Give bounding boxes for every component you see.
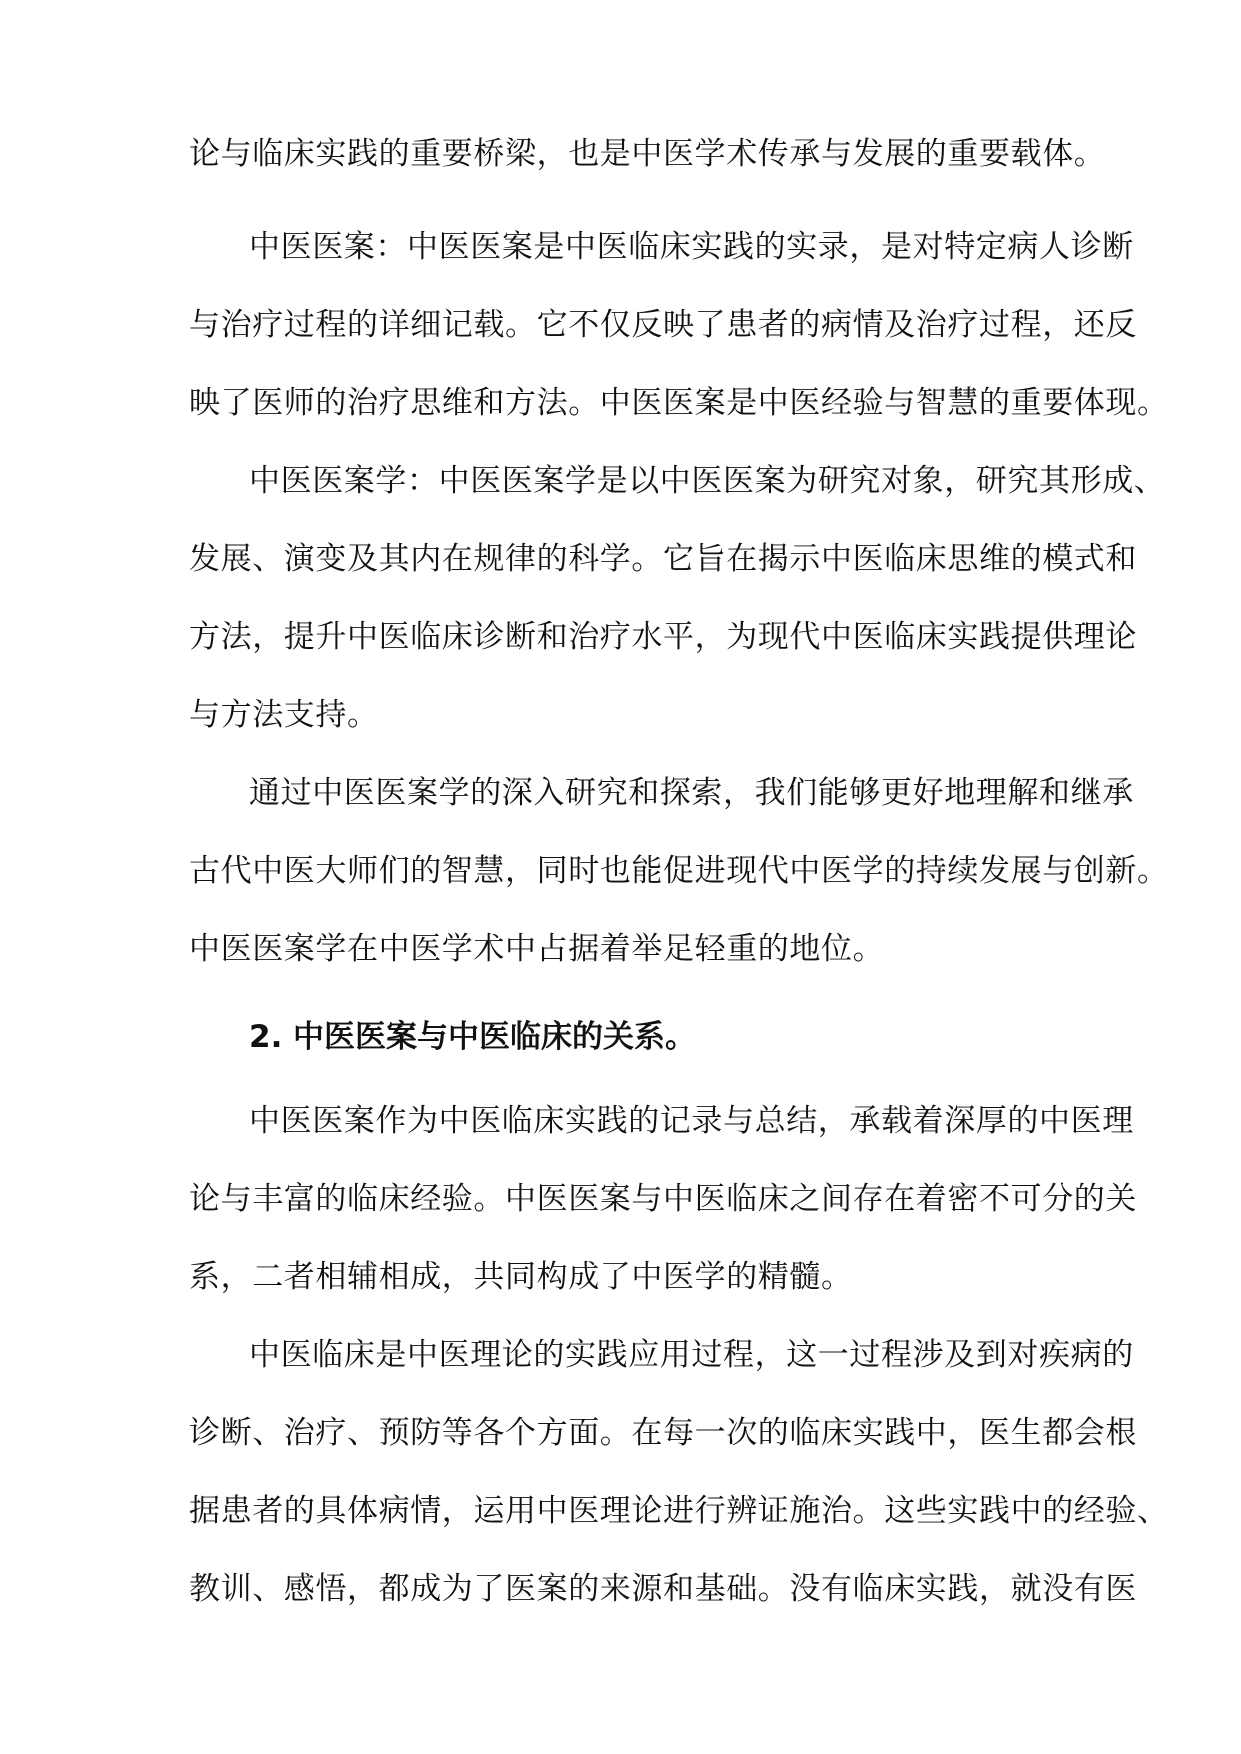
section-heading-text: 中医医案与中医临床的关系。 <box>293 1019 696 1055</box>
paragraph-line: 据患者的具体病情，运用中医理论进行辨证施治。这些实践中的经验、 <box>189 1493 1169 1529</box>
paragraph-line: 中医医案学在中医学术中占据着举足轻重的地位。 <box>189 931 885 967</box>
section-heading <box>249 1012 1069 1062</box>
paragraph-line: 古代中医大师们的智慧，同时也能促进现代中医学的持续发展与创新。 <box>189 853 1169 889</box>
paragraph-line: 系，二者相辅相成，共同构成了中医学的精髓。 <box>189 1259 853 1295</box>
paragraph-line: 通过中医医案学的深入研究和探索，我们能够更好地理解和继承 <box>249 775 1134 811</box>
paragraph-line: 方法，提升中医临床诊断和治疗水平，为现代中医临床实践提供理论 <box>189 619 1137 655</box>
section-heading-number: 2. <box>249 1019 283 1055</box>
paragraph-line: 与方法支持。 <box>189 697 379 733</box>
paragraph-line: 中医医案：中医医案是中医临床实践的实录，是对特定病人诊断 <box>249 229 1134 265</box>
paragraph-line: 论与丰富的临床经验。中医医案与中医临床之间存在着密不可分的关 <box>189 1181 1137 1217</box>
paragraph-line: 中医医案学：中医医案学是以中医医案为研究对象，研究其形成、 <box>249 463 1166 499</box>
paragraph-line: 论与临床实践的重要桥梁，也是中医学术传承与发展的重要载体。 <box>189 136 1106 172</box>
paragraph-line: 与治疗过程的详细记载。它不仅反映了患者的病情及治疗过程，还反 <box>189 307 1137 343</box>
paragraph-line: 发展、演变及其内在规律的科学。它旨在揭示中医临床思维的模式和 <box>189 541 1137 577</box>
paragraph-line: 教训、感悟，都成为了医案的来源和基础。没有临床实践，就没有医 <box>189 1571 1137 1607</box>
paragraph-line: 映了医师的治疗思维和方法。中医医案是中医经验与智慧的重要体现。 <box>189 385 1169 421</box>
paragraph-line: 诊断、治疗、预防等各个方面。在每一次的临床实践中，医生都会根 <box>189 1415 1137 1451</box>
paragraph-line: 中医医案作为中医临床实践的记录与总结，承载着深厚的中医理 <box>249 1103 1134 1139</box>
paragraph-line: 中医临床是中医理论的实践应用过程，这一过程涉及到对疾病的 <box>249 1337 1134 1373</box>
